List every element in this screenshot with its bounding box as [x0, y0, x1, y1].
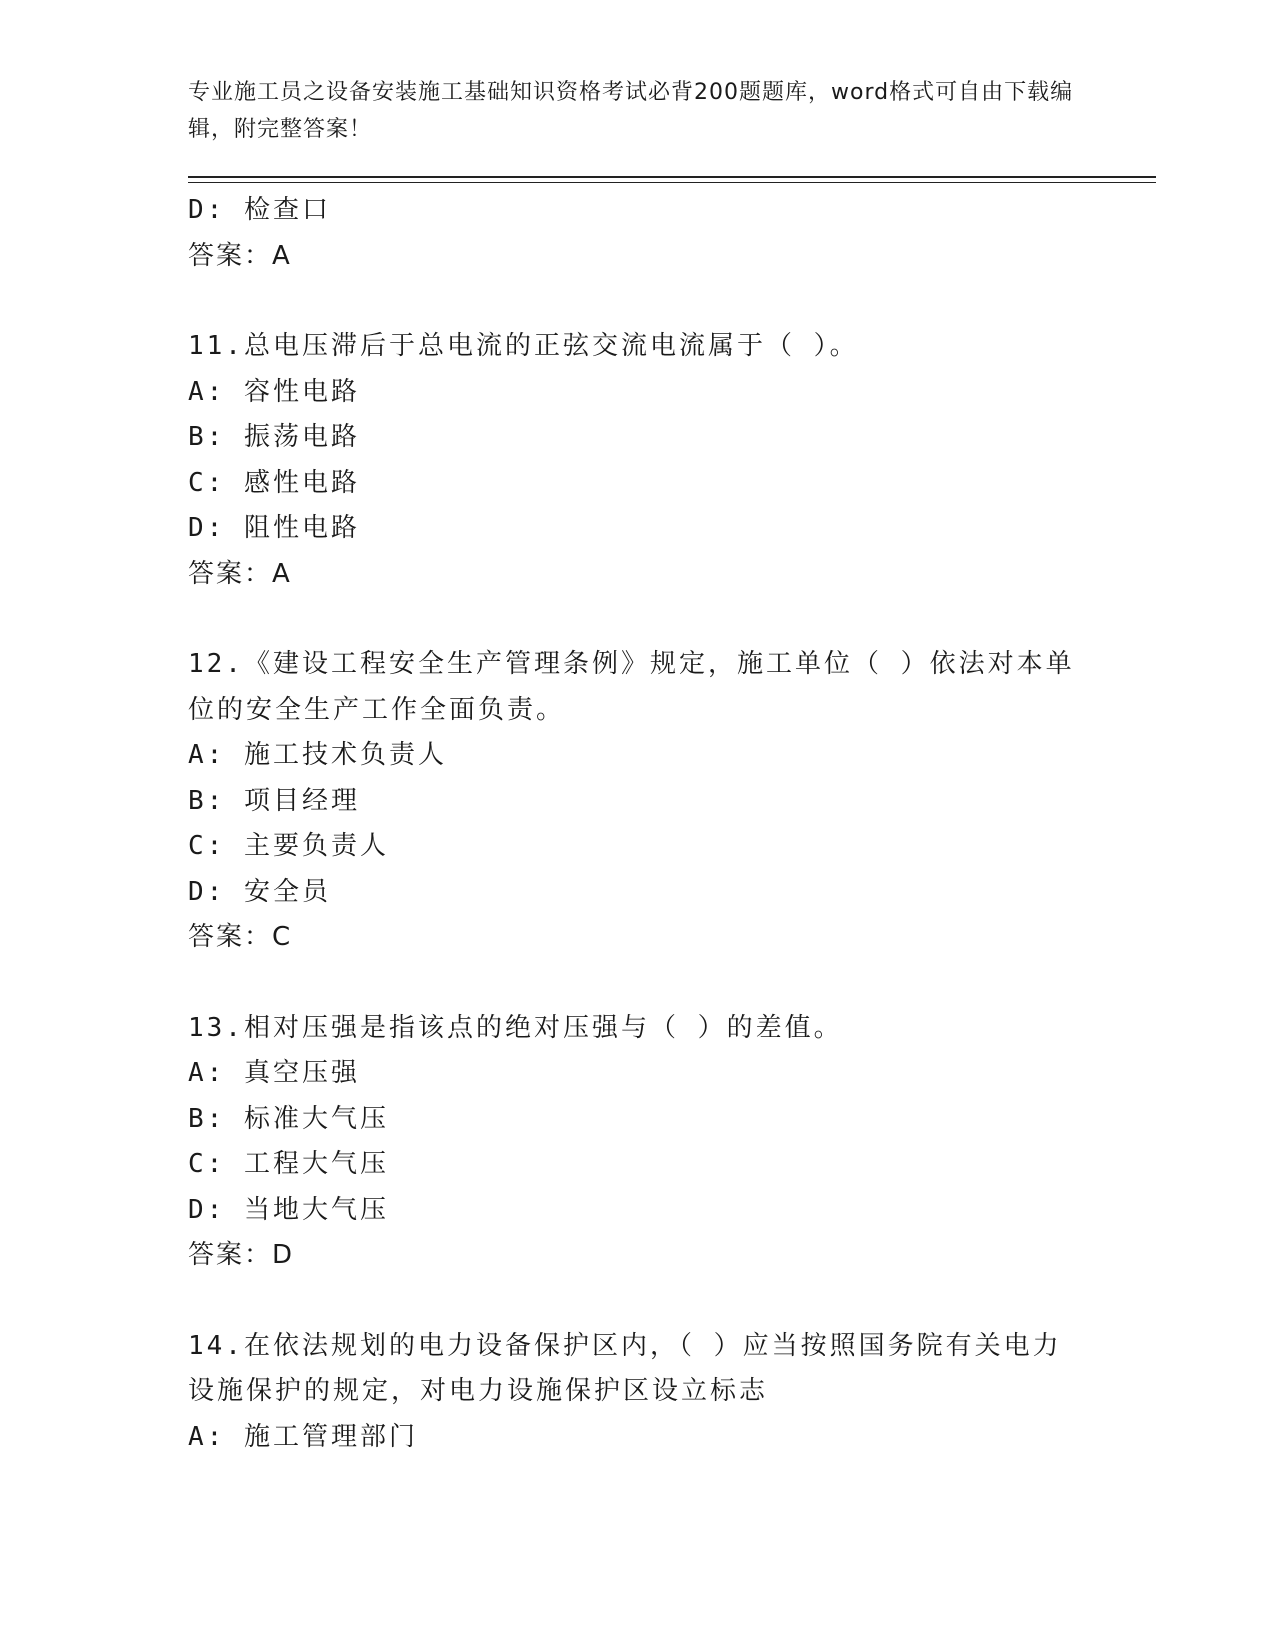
answer-line: 答案：A [188, 558, 292, 589]
question-stem: 14.在依法规划的电力设备保护区内，（ ）应当按照国务院有关电力设施保护的规定，对电力设施保护区设立标志 [188, 1330, 1062, 1406]
document-header: 专业施工员之设备安装施工基础知识资格考试必背200题题库，word格式可自由下载编辑，附完整答案！ [188, 80, 1074, 142]
spacer [188, 279, 1088, 324]
option-d: D: 当地大气压 [188, 1194, 389, 1225]
answer-line: 答案：D [188, 1240, 295, 1270]
spacer [188, 597, 1088, 642]
question-stem: 12.《建设工程安全生产管理条例》规定，施工单位（ ）依法对本单位的安全生产工作全面负责。 [188, 649, 1075, 725]
option-b: B: 标准大气压 [188, 1103, 389, 1134]
answer-line: 答案：A [188, 240, 292, 271]
spacer [188, 961, 1088, 1006]
header-rule-thick [188, 176, 1156, 178]
option-d: D: 检查口 [188, 195, 331, 225]
answer-line: 答案：C [188, 922, 293, 952]
spacer [188, 1279, 1088, 1324]
option-d: D: 阻性电路 [188, 513, 360, 543]
question-stem: 13.相对压强是指该点的绝对压强与（ ）的差值。 [188, 1012, 843, 1043]
option-c: C: 主要负责人 [188, 831, 389, 861]
option-a: A: 施工管理部门 [188, 1421, 418, 1452]
option-c: C: 感性电路 [188, 467, 360, 498]
option-a: A: 施工技术负责人 [188, 740, 447, 770]
option-a: A: 真空压强 [188, 1058, 360, 1088]
option-a: A: 容性电路 [188, 376, 360, 407]
option-b: B: 项目经理 [188, 785, 360, 816]
question-content [188, 188, 1088, 1460]
option-d: D: 安全员 [188, 876, 331, 907]
option-b: B: 振荡电路 [188, 422, 360, 452]
option-c: C: 工程大气压 [188, 1149, 389, 1179]
question-stem: 11.总电压滞后于总电流的正弦交流电流属于（ ）。 [188, 331, 859, 361]
header-rule-thin [188, 182, 1156, 183]
